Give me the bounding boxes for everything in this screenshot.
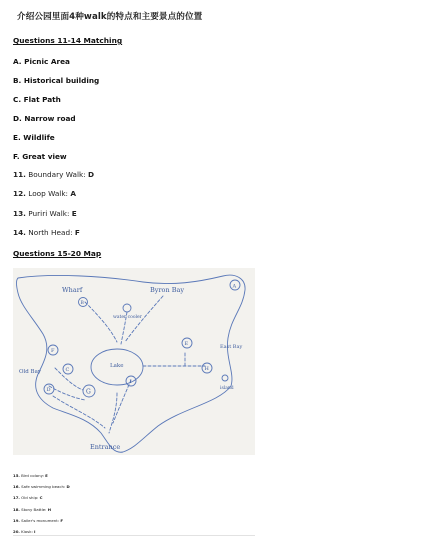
answer-15 — [13, 473, 48, 478]
answer-18 — [13, 507, 51, 512]
answer-label: Stony Battle: — [21, 507, 47, 512]
answer-number: 12. — [13, 189, 26, 198]
answer-label: Old ship: — [21, 495, 39, 500]
answer-number: 15. — [13, 473, 20, 478]
option-b: B. Historical building — [13, 76, 100, 85]
answer-value: F — [74, 228, 80, 237]
answer-label: Kiosk: — [21, 529, 33, 534]
answer-number: 14. — [13, 228, 26, 237]
label-water-cooler: water cooler — [113, 315, 142, 320]
answer-value: E — [71, 209, 77, 218]
label-i: I — [129, 379, 132, 385]
answer-label: Loop Walk: — [28, 189, 69, 198]
answer-number: 20. — [13, 529, 20, 534]
option-e: E. Wildlife — [13, 133, 55, 142]
label-old-bay: Old Bay — [19, 369, 41, 375]
map-heading: Questions 15-20 Map — [13, 249, 102, 258]
label-lake: Lake — [110, 363, 124, 369]
answer-17 — [13, 495, 42, 500]
answer-value: A — [70, 189, 76, 198]
answer-14 — [13, 228, 80, 237]
label-entrance: Entrance — [90, 443, 121, 451]
label-b: B — [80, 301, 84, 306]
answer-number: 11. — [13, 170, 26, 179]
answer-value: I — [34, 529, 36, 534]
label-d: D — [46, 387, 51, 393]
answer-label: North Head: — [28, 228, 73, 237]
circle-water-cooler — [123, 304, 131, 312]
label-f: F — [51, 348, 55, 354]
answer-12 — [13, 189, 76, 198]
answer-label: Boundary Walk: — [28, 170, 86, 179]
option-d: D. Narrow road — [13, 114, 76, 123]
answer-number: 13. — [13, 209, 26, 218]
answer-16 — [13, 484, 70, 489]
coastline — [17, 275, 246, 452]
answer-11 — [13, 170, 94, 179]
answer-number: 17. — [13, 495, 20, 500]
label-e: E — [184, 341, 189, 347]
answer-13 — [13, 209, 77, 218]
label-g: G — [86, 388, 91, 396]
answer-value: D — [66, 484, 70, 489]
answer-number: 19. — [13, 518, 20, 523]
answer-value: C — [39, 495, 43, 500]
option-c: C. Flat Path — [13, 95, 61, 104]
answer-label: Sailer's monument: — [21, 518, 60, 523]
path-south — [109, 393, 117, 433]
label-a: A — [232, 283, 237, 290]
answer-19 — [13, 518, 63, 523]
answer-number: 18. — [13, 507, 20, 512]
answer-value: F — [60, 518, 64, 523]
path-south-east — [113, 380, 131, 423]
answer-label: Safe swimming beach: — [21, 484, 66, 489]
path-north-west — [85, 302, 117, 342]
label-wharf: Wharf — [62, 286, 83, 294]
park-map-drawing — [13, 268, 255, 455]
answer-value: D — [88, 170, 95, 179]
park-map — [13, 268, 255, 455]
page-title: 介绍公园里面4种walk的特点和主要景点的位置 — [17, 12, 203, 22]
label-island: island — [220, 386, 234, 391]
matching-heading: Questions 11-14 Matching — [13, 36, 123, 45]
path-southwest-long — [53, 396, 105, 428]
answer-label: Puriri Walk: — [28, 209, 70, 218]
label-east-bay: East Bay — [220, 344, 243, 350]
label-c: C — [65, 367, 70, 373]
page-divider — [13, 535, 255, 536]
answer-number: 16. — [13, 484, 20, 489]
answer-20 — [13, 529, 35, 534]
circle-island — [222, 375, 228, 381]
option-f: F. Great view — [13, 152, 67, 161]
answer-value: H — [47, 507, 51, 512]
label-h: H — [204, 366, 209, 372]
answer-value: E — [45, 473, 48, 478]
option-a: A. Picnic Area — [13, 57, 70, 66]
label-byron-bay: Byron Bay — [150, 286, 185, 294]
answer-label: Bird colony: — [21, 473, 44, 478]
